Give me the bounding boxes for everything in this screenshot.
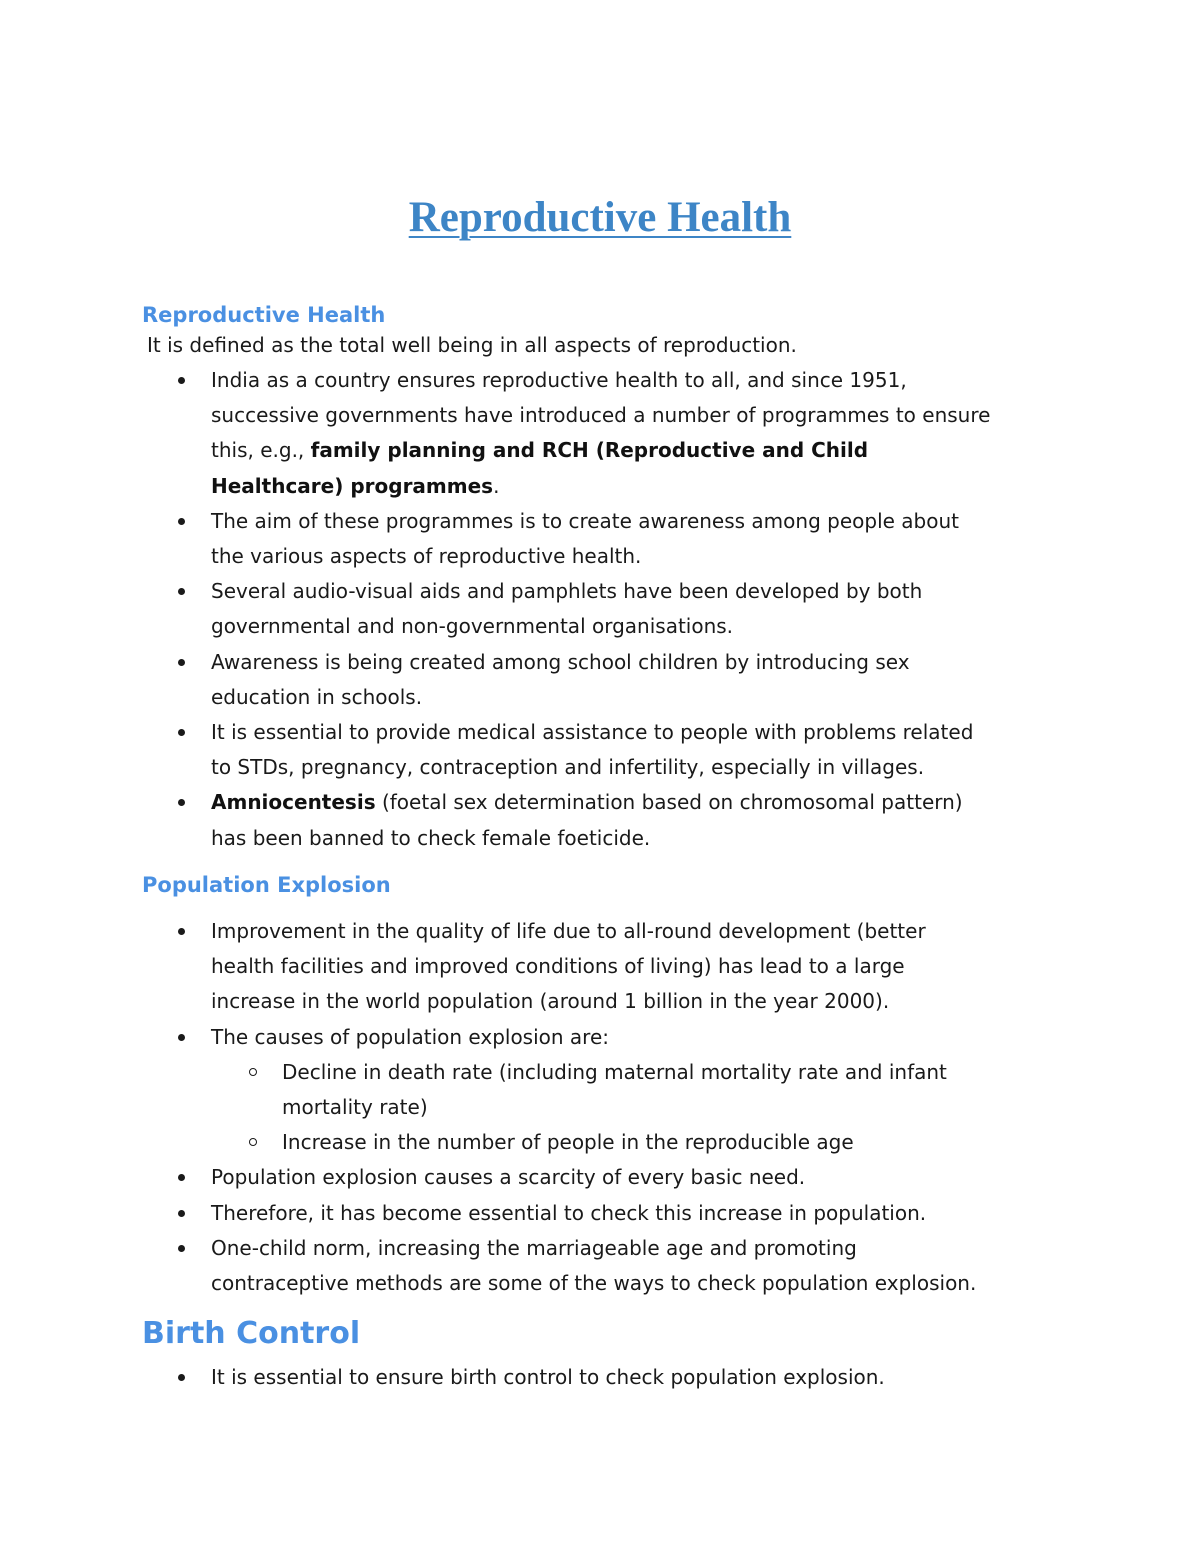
birth-control-list (0, 1360, 1200, 1395)
list-item: Awareness is being created among school children by introducing sex education in schools. (0, 645, 1071, 715)
list-item: It is essential to provide medical assistance to people with problems related to STDs, pregnancy, contraception and infertility, especially in villages. (0, 715, 1071, 785)
population-explosion-list (0, 914, 1200, 1301)
list-item: Population explosion causes a scarcity of every basic need. (0, 1160, 1071, 1195)
sub-list-item: Increase in the number of people in the reproducible age (0, 1125, 1082, 1160)
list-item: Amniocentesis (foetal sex determination based on chromosomal pattern) has been banned to check female foeticide. (0, 785, 1071, 855)
list-item: It is essential to ensure birth control to check population explosion. (0, 1360, 1071, 1395)
list-item: India as a country ensures reproductive health to all, and since 1951, successive governments have introduced a number of programmes to ensure this, e.g., family planning and RCH (Reproductive and Child Healthcare) programmes. (0, 363, 1071, 504)
reproductive-health-list (0, 363, 1200, 856)
list-item: One-child norm, increasing the marriageable age and promoting contraceptive methods are some of the ways to check population explosion. (0, 1231, 1071, 1301)
document-title-text: Reproductive Health (408, 194, 792, 241)
list-item: Therefore, it has become essential to check this increase in population. (0, 1196, 1071, 1231)
definition-paragraph: It is defined as the total well being in all aspects of reproduction. (147, 333, 797, 357)
list-item: Improvement in the quality of life due to all-round development (better health facilities and improved conditions of living) has lead to a large increase in the world population (around 1 billion in the year 2000). (0, 914, 1071, 1020)
list-item: The causes of population explosion are: (0, 1020, 1071, 1055)
list-item: The aim of these programmes is to create awareness among people about the various aspects of reproductive health. (0, 504, 1071, 574)
sub-list-item: Decline in death rate (including maternal mortality rate and infant mortality rate) (0, 1055, 1082, 1125)
document-title (0, 190, 1200, 246)
list-item: Several audio-visual aids and pamphlets have been developed by both governmental and non-governmental organisations. (0, 574, 1071, 644)
section-heading-birth-control: Birth Control (142, 1316, 361, 1351)
section-heading-reproductive-health: Reproductive Health (142, 303, 386, 327)
section-heading-population-explosion: Population Explosion (142, 873, 391, 897)
bold-programmes-text: family planning and RCH (Reproductive and Child (310, 438, 869, 463)
bold-amniocentesis-text: Amniocentesis (211, 790, 376, 815)
